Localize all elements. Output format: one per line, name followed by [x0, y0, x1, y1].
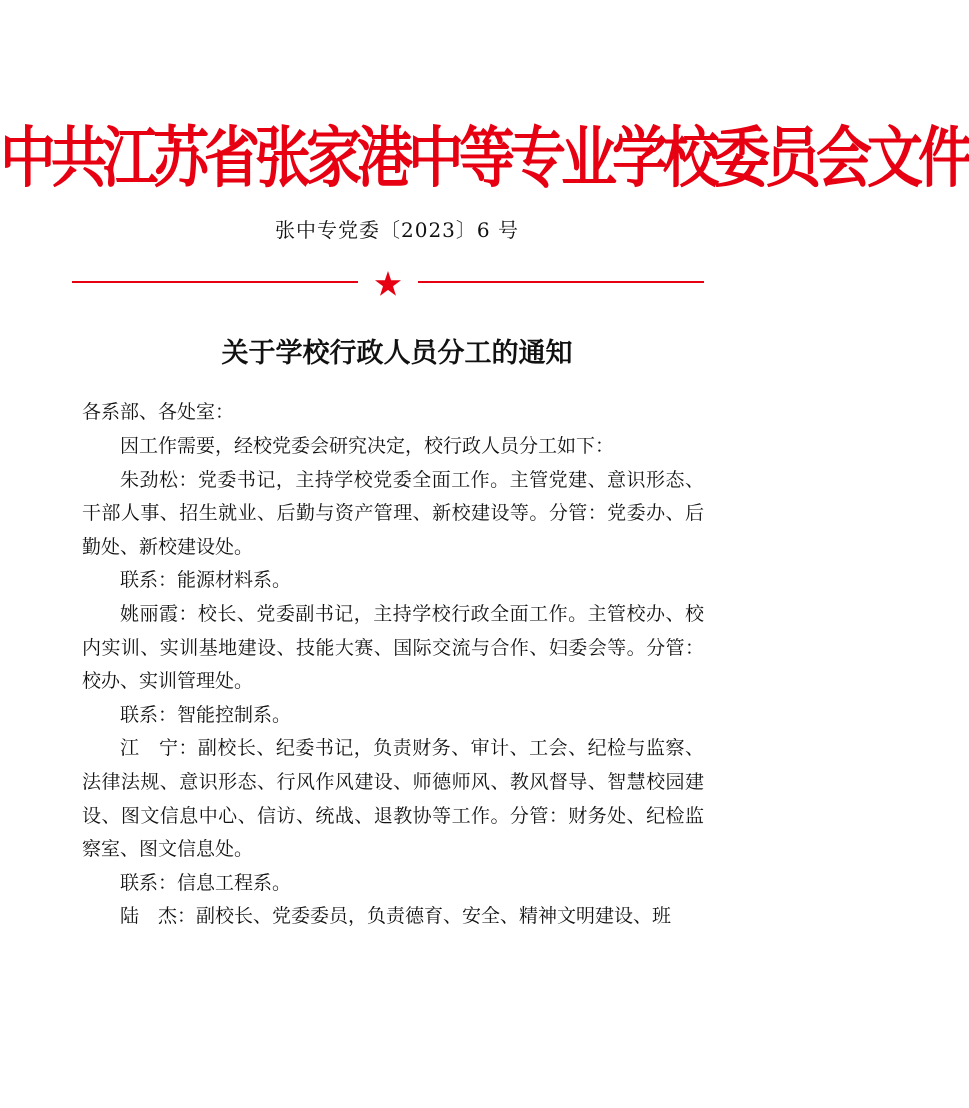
paragraph: 朱劲松：党委书记，主持学校党委全面工作。主管党建、意识形态、干部人事、招生就业、后勤与资产管理、新校建设等。分管：党委办、后勤处、新校建设处。 [82, 468, 704, 558]
divider-line-left [72, 281, 358, 283]
divider-line-right [418, 281, 704, 283]
paragraph: 江 宁：副校长、纪委书记，负责财务、审计、工会、纪检与监察、法律法规、意识形态、行风作风建设、师德师风、教风督导、智慧校园建设、图文信息中心、信访、统战、退教协等工作。分管：财务处、纪检监察室、图文信息处。 [82, 737, 704, 861]
paragraph: 陆 杰：副校长、党委委员，负责德育、安全、精神文明建设、班 [120, 905, 672, 928]
paragraph: 联系：信息工程系。 [120, 871, 292, 894]
paragraph: 姚丽霞：校长、党委副书记，主持学校行政全面工作。主管校办、校内实训、实训基地建设、技能大赛、国际交流与合作、妇委会等。分管：校办、实训管理处。 [82, 602, 704, 693]
document-title: 关于学校行政人员分工的通知 [221, 338, 573, 369]
salutation: 各系部、各处室： [82, 401, 235, 423]
red-divider [72, 270, 704, 298]
paragraph: 因工作需要，经校党委会研究决定，校行政人员分工如下： [120, 435, 615, 457]
red-star-icon [374, 270, 402, 298]
paragraph: 联系：智能控制系。 [120, 703, 292, 726]
paragraph: 联系：能源材料系。 [120, 569, 292, 592]
red-header-title: 中共江苏省张家港中等专业学校委员会文件 [0, 120, 969, 197]
document-body [82, 430, 704, 934]
document-number: 张中专党委〔2023〕6 号 [275, 218, 519, 242]
